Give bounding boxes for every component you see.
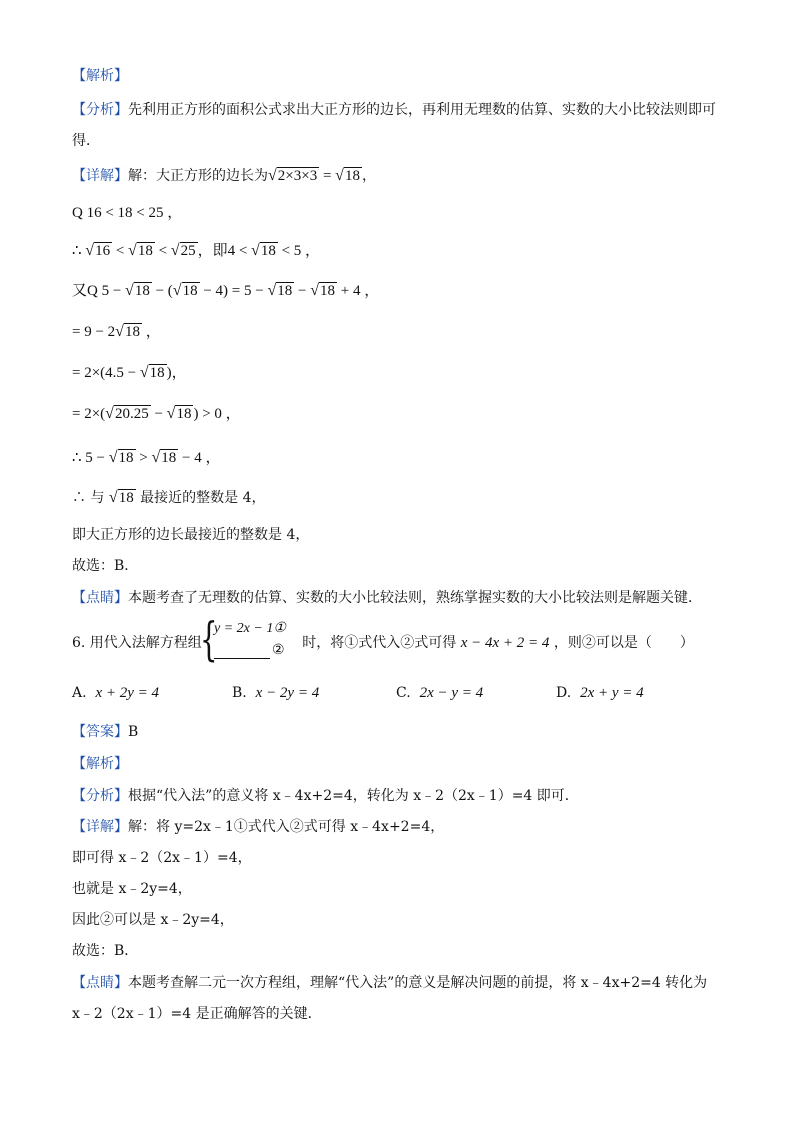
tag-dianjing: 【点睛】 (72, 590, 128, 606)
line-yejiushi: 也就是 x﹣2y=4， (72, 881, 192, 897)
line-guxuan-2: 故选：B． (72, 943, 139, 959)
equation-2-marker: ② (272, 642, 285, 658)
equation-2-blank (214, 640, 270, 659)
line-answer: 【答案】B (72, 724, 139, 740)
equation-1: y = 2x − 1① (214, 621, 286, 636)
option-b[interactable]: B. x − 2y = 4 (232, 685, 320, 701)
line-dianjing-1: 【点睛】本题考查了无理数的估算、实数的大小比较法则，熟练掌握实数的大小比较法则是解题关键． (72, 590, 702, 606)
line-jike-2: 即可得 x﹣2（2x﹣1）=4， (72, 850, 252, 866)
line-yinci: 因此②可以是 x﹣2y=4， (72, 912, 234, 928)
line-xiangjie-2: 【详解】解：将 y=2x﹣1①式代入②式可得 x﹣4x+2=4， (72, 819, 445, 835)
line-fenxi-cont: 得． (72, 133, 100, 149)
line-therefore-2: ∴ 5 − √18 > √18 − 4 ， (72, 449, 221, 466)
equation-system (200, 612, 292, 666)
tag-fenxi: 【分析】 (72, 102, 128, 118)
line-dianjing-2-cont: x﹣2（2x﹣1）=4 是正确解答的关键． (72, 1006, 322, 1022)
line-dianjing-2: 【点睛】本题考查解二元一次方程组，理解“代入法”的意义是解决问题的前提，将 x﹣4x+2=4 转化为 (72, 975, 708, 991)
fenxi-text: 先利用正方形的面积公式求出大正方形的边长，再利用无理数的估算、实数的大小比较法则即可 (128, 102, 716, 118)
math-expr: √2×3×3 = √18 (268, 167, 360, 184)
line-therefore-3: ∴ 与 √18 最接近的整数是 4， (72, 489, 266, 506)
line-therefore-1: ∴ √16 < √18 < √25 ，即4 < √18 < 5 ， (72, 242, 321, 259)
tag-xiangjie: 【详解】 (72, 168, 128, 184)
question-6-stem: 6. 用代入法解方程组 (72, 635, 202, 651)
line-fenxi-2: 【分析】根据“代入法”的意义将 x﹣4x+2=4，转化为 x﹣2（2x﹣1）=4 即可． (72, 788, 579, 804)
option-c[interactable]: C. 2x − y = 4 (396, 685, 484, 701)
xiangjie-text: 解：大正方形的边长为 (128, 168, 268, 184)
line-fenxi-1 (72, 100, 716, 120)
line-you: 又Q 5 − √18 − (√18 − 4) = 5 − √18 − √18 + 4 ， (72, 282, 380, 299)
line-jike: 即大正方形的边长最接近的整数是 4， (72, 527, 310, 543)
line-xiangjie-1: 【详解】解：大正方形的边长为√2×3×3 = √18 ， (72, 167, 376, 184)
line-jiexi-2: 【解析】 (72, 756, 128, 772)
question-6: 6. 用代入法解方程组 时，将①式代入②式可得 x − 4x + 2 = 4 ，则②可以是（ ） (72, 635, 694, 651)
line-eq-20-25: = 2×(√20.25 − √18 ) > 0 ， (72, 405, 241, 422)
line-jiexi-1: 【解析】 (72, 68, 128, 84)
option-d[interactable]: D. 2x + y = 4 (556, 685, 644, 701)
brace-symbol: { (200, 612, 218, 666)
question-6-expr: x − 4x + 2 = 4 (460, 635, 550, 651)
option-a[interactable]: A. x + 2y = 4 (72, 685, 160, 701)
line-guxuan-1: 故选：B． (72, 558, 139, 574)
tag-answer: 【答案】 (72, 724, 128, 740)
line-eq-4-5: = 2×(4.5 − √18 )， (72, 364, 187, 381)
line-q16: Q 16 < 18 < 25 ， (72, 205, 183, 221)
line-eq-9: = 9 − 2√18 ， (72, 323, 161, 340)
